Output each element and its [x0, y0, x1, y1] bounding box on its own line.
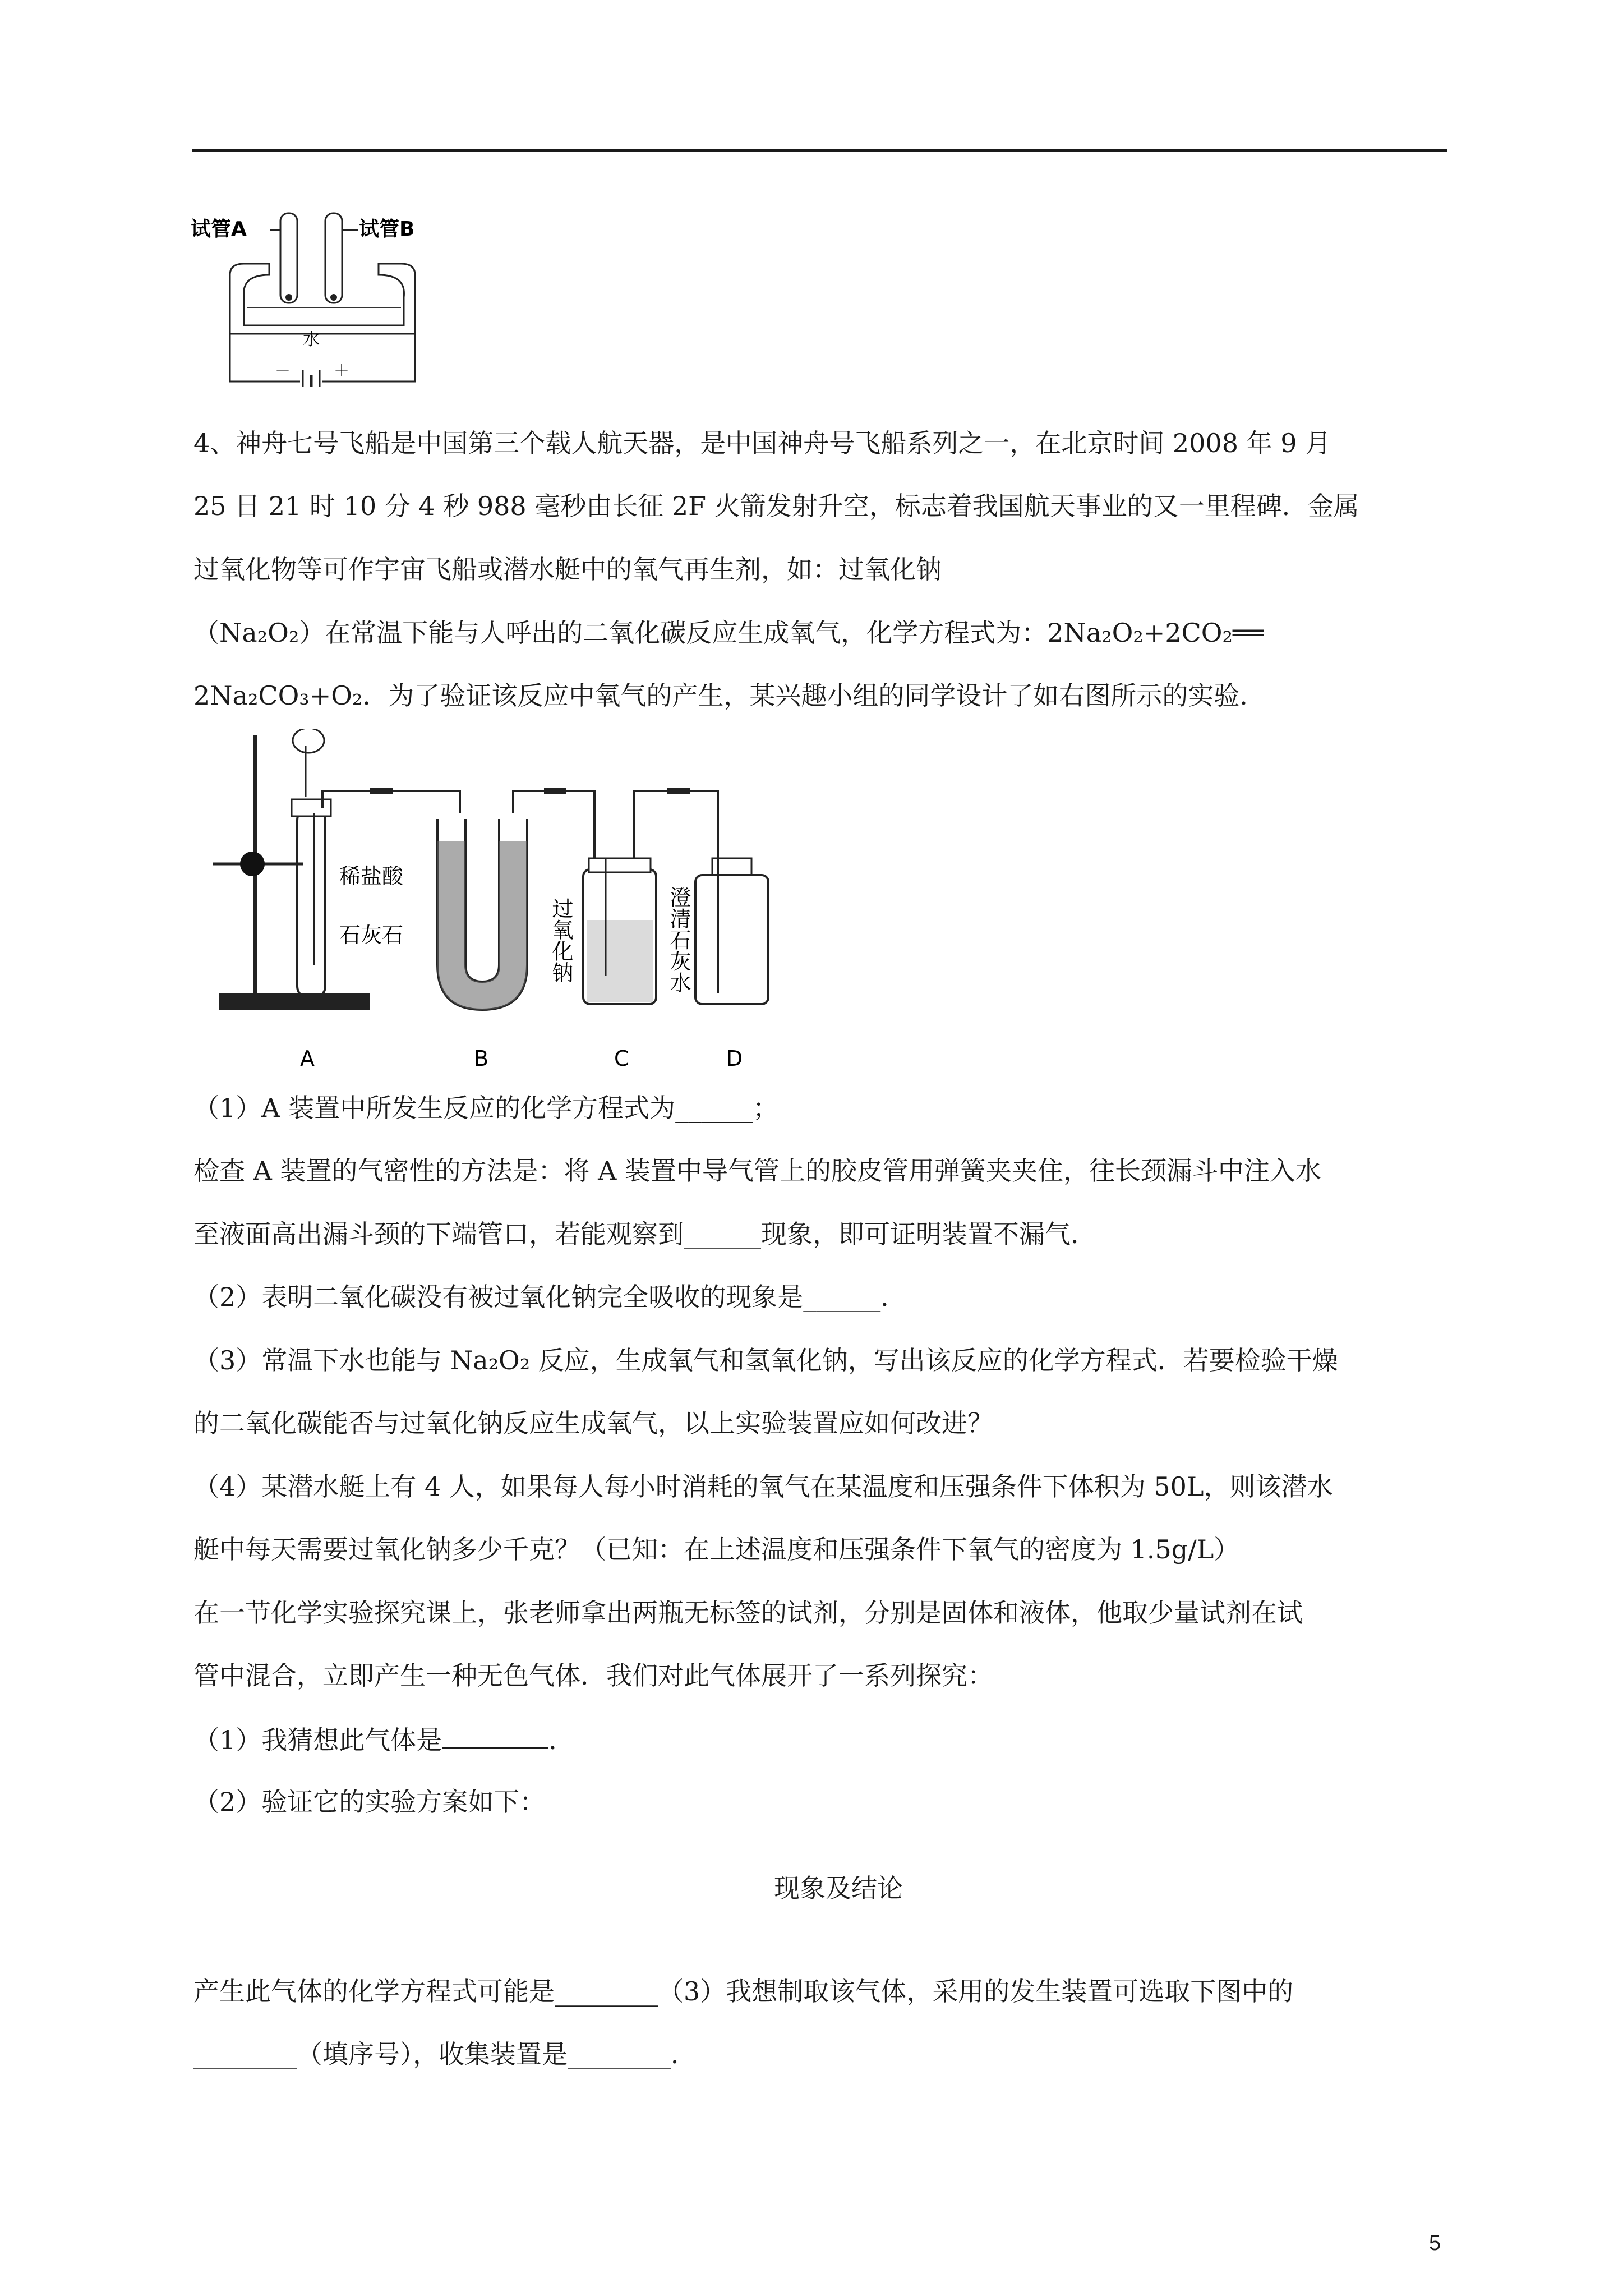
limewater-label: 澄清石灰水 [666, 886, 691, 993]
q5-sub-3-line-2: ________（填序号），收集装置是________． [193, 2039, 697, 2069]
apparatus-figure [202, 729, 864, 1077]
q5-sub-1-suffix: ． [548, 1725, 575, 1755]
test-tube-a-label: 试管A [191, 218, 247, 241]
q4-line-5: 2Na₂CO₃+O₂．为了验证该反应中氧气的产生，某兴趣小组的同学设计了如右图所示的实验． [193, 680, 1266, 711]
q4-sub-4-line-2: 艇中每天需要过氧化钠多少千克？（已知：在上述温度和压强条件下氧气的密度为 1.5g/L） [193, 1534, 1240, 1565]
q4-sub-3-line-2: 的二氧化碳能否与过氧化钠反应生成氧气，以上实验装置应如何改进？ [193, 1408, 993, 1438]
test-tube-b-label: 试管B [359, 218, 415, 241]
apparatus-label-b: B [474, 1046, 489, 1071]
apparatus-label-a: A [300, 1046, 315, 1071]
electrolysis-figure [191, 208, 454, 387]
q4-line-1: 4、神舟七号飞船是中国第三个载人航天器，是中国神舟号飞船系列之一，在北京时间 2008 年 9 月 [193, 428, 1331, 458]
dilute-hcl-label: 稀盐酸 [339, 864, 404, 889]
q5-intro-line-1: 在一节化学实验探究课上，张老师拿出两瓶无标签的试剂，分别是固体和液体，他取少量试剂在试 [193, 1598, 1303, 1628]
q4-sub-1b-line-2: 至液面高出漏斗颈的下端管口，若能观察到______现象，即可证明装置不漏气． [193, 1219, 1096, 1249]
sodium-peroxide-label: 过氧化钠 [548, 898, 573, 983]
limestone-label: 石灰石 [339, 923, 404, 947]
q4-line-2: 25 日 21 时 10 分 4 秒 988 毫秒由长征 2F 火箭发射升空，标志着我国航天事业的又一里程碑．金属 [193, 491, 1359, 521]
apparatus-label-d: D [726, 1046, 743, 1071]
q5-sub-1-prefix: （1）我猜想此气体是 [193, 1725, 442, 1755]
q4-sub-3-line-1: （3）常温下水也能与 Na₂O₂ 反应，生成氧气和氢氧化钠，写出该反应的化学方程式．若要检验干燥 [193, 1345, 1338, 1375]
q4-sub-1: （1）A 装置中所发生反应的化学方程式为______； [193, 1093, 779, 1123]
minus-terminal: － [275, 361, 291, 380]
plus-terminal: ＋ [334, 361, 350, 380]
q5-sub-3-line-1: 产生此气体的化学方程式可能是________（3）我想制取该气体，采用的发生装置可选取下图中的 [193, 1976, 1294, 2007]
q5-intro-line-2: 管中混合，立即产生一种无色气体．我们对此气体展开了一系列探究： [193, 1660, 993, 1691]
apparatus-label-c: C [614, 1046, 629, 1071]
header-rule [192, 149, 1447, 152]
q4-sub-1b-line-1: 检查 A 装置的气密性的方法是：将 A 装置中导气管上的胶皮管用弹簧夹夹住，往长颈漏斗中注入水 [193, 1156, 1321, 1186]
q4-line-4: （Na₂O₂）在常温下能与人呼出的二氧化碳反应生成氧气，化学方程式为：2Na₂O₂+2CO₂══ [193, 618, 1264, 648]
answer-blank[interactable] [442, 1722, 548, 1749]
q5-sub-1 [193, 1722, 574, 1757]
q4-sub-2: （2）表明二氧化碳没有被过氧化钠完全吸收的现象是______． [193, 1282, 907, 1312]
water-label: 水 [303, 330, 320, 349]
page-number: 5 [1429, 2231, 1441, 2255]
q5-sub-2: （2）验证它的实验方案如下： [193, 1787, 546, 1817]
q4-sub-4-line-1: （4）某潜水艇上有 4 人，如果每人每小时消耗的氧气在某温度和压强条件下体积为 50L，则该潜水 [193, 1471, 1333, 1502]
q4-line-3: 过氧化物等可作宇宙飞船或潜水艇中的氧气再生剂，如：过氧化钠 [193, 554, 942, 585]
table-header: 现象及结论 [774, 1873, 903, 1903]
